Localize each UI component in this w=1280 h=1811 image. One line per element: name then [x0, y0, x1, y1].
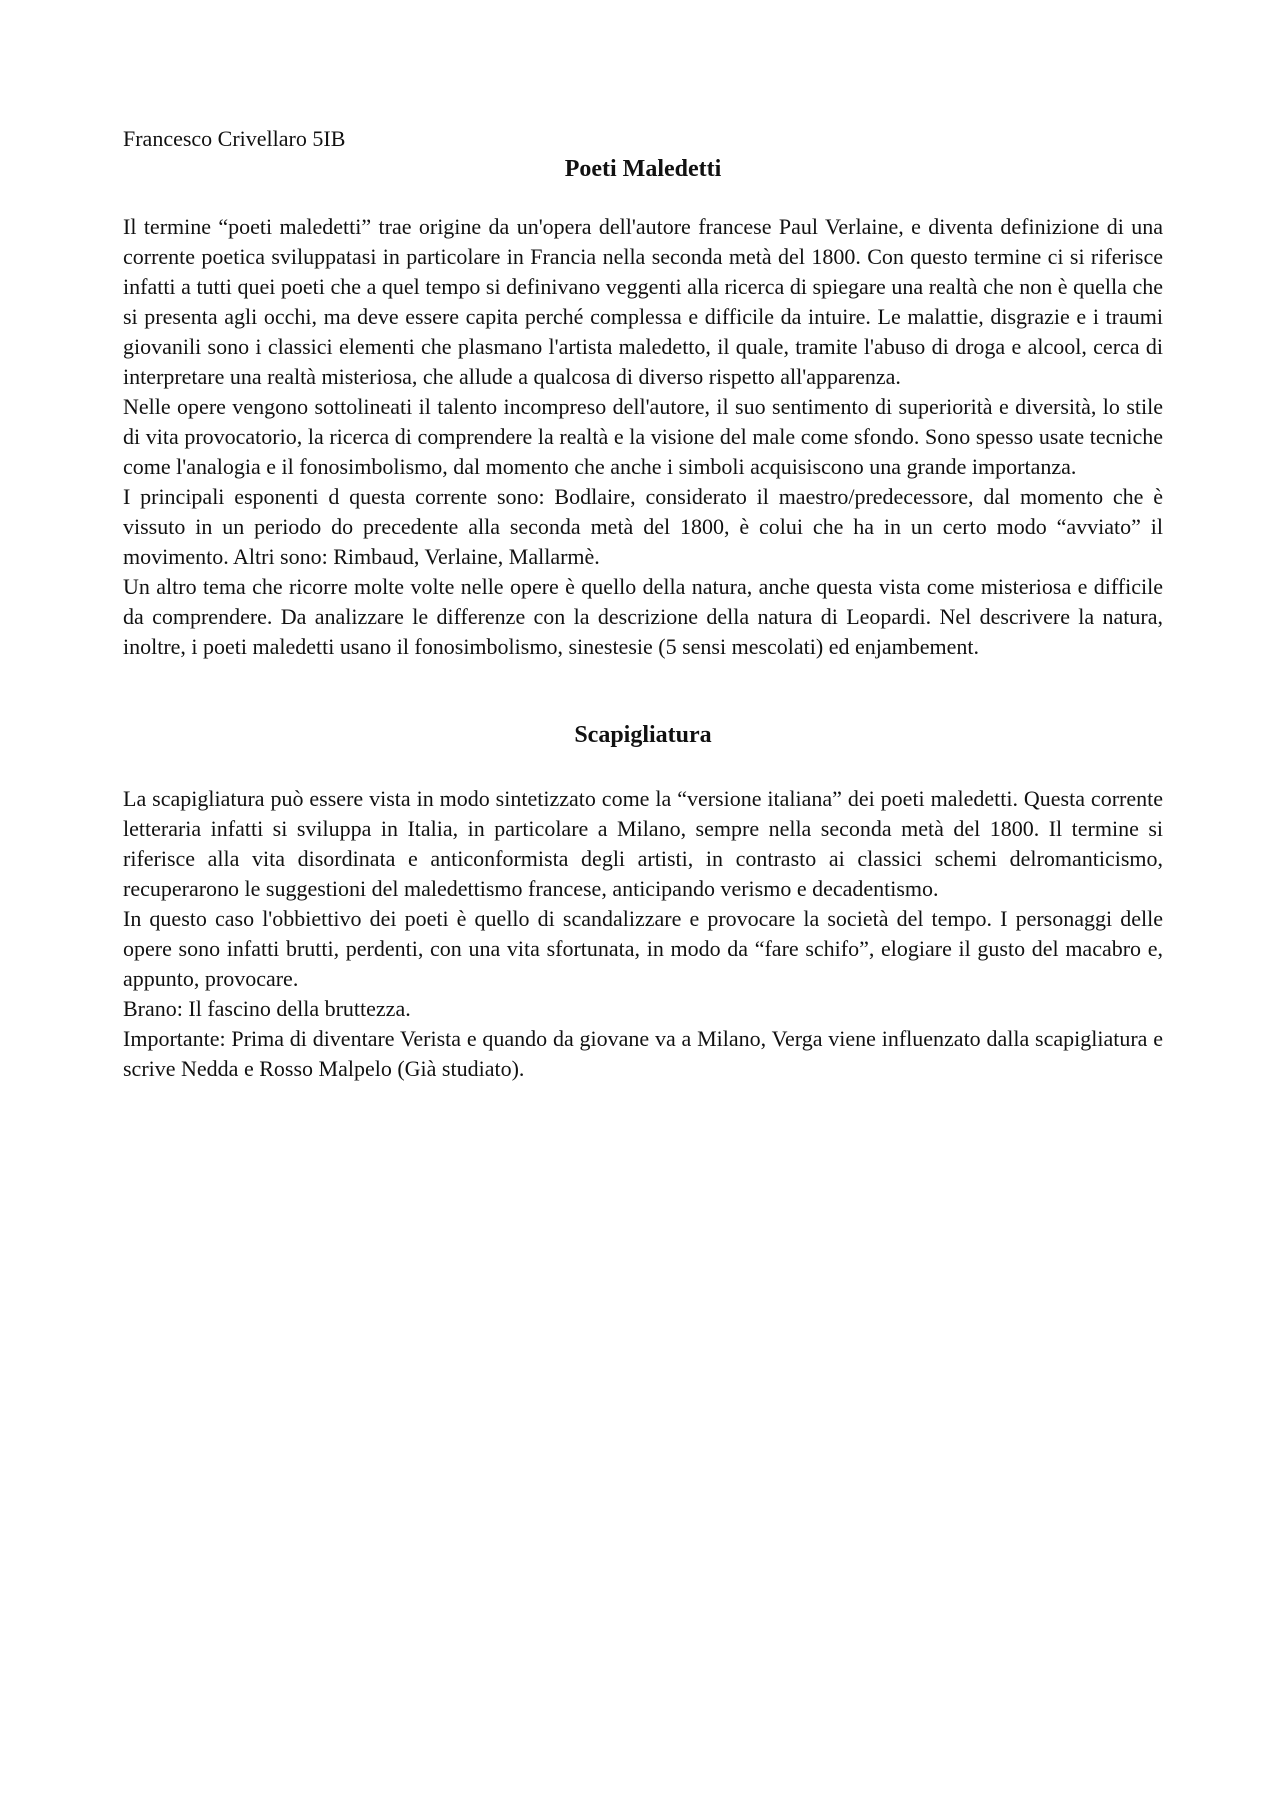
- paragraph: Nelle opere vengono sottolineati il talento incompreso dell'autore, il suo sentimento di superiorità e diversità, lo stile di vita provocatorio, la ricerca di comprendere la realtà e la visione del male come sfondo. Sono spesso usate tecniche come l'analogia e il fonosimbolismo, dal momento che anche i simboli acquisiscono una grande importanza.: [123, 394, 1163, 479]
- paragraph: I principali esponenti d questa corrente sono: Bodlaire, considerato il maestro/predecessore, dal momento che è vissuto in un periodo do precedente alla seconda metà del 1800, è colui che ha in un certo modo “avviato” il movimento. Altri sono: Rimbaud, Verlaine, Mallarmè.: [123, 484, 1163, 569]
- paragraph: Brano: Il fascino della bruttezza.: [123, 996, 411, 1021]
- spacer: [123, 750, 1163, 784]
- paragraph: Un altro tema che ricorre molte volte nelle opere è quello della natura, anche questa vista come misteriosa e difficile da comprendere. Da analizzare le differenze con la descrizione della natura di Leopardi. Nel descrivere la natura, inoltre, i poeti maledetti usano il fonosimbolismo, sinestesie (5 sensi mescolati) ed enjambement.: [123, 574, 1163, 659]
- section-title-poeti-maledetti: Poeti Maledetti: [564, 156, 722, 182]
- author-line: Francesco Crivellaro 5IB: [123, 126, 346, 151]
- section-title-scapigliatura: Scapigliatura: [574, 722, 712, 748]
- paragraph: In questo caso l'obbiettivo dei poeti è quello di scandalizzare e provocare la società del tempo. I personaggi delle opere sono infatti brutti, perdenti, con una vita sfortunata, in modo da “fare schifo”, elogiare il gusto del macabro e, appunto, provocare.: [123, 906, 1163, 991]
- paragraph: Il termine “poeti maledetti” trae origine da un'opera dell'autore francese Paul Verlaine, e diventa definizione di una corrente poetica sviluppatasi in particolare in Francia nella seconda metà del 1800. Con questo termine ci si riferisce infatti a tutti quei poeti che a quel tempo si definivano veggenti alla ricerca di spiegare una realtà che non è quella che si presenta agli occhi, ma deve essere capita perché complessa e difficile da intuire. Le malattie, disgrazie e i traumi giovanili sono i classici elementi che plasmano l'artista maledetto, il quale, tramite l'abuso di droga e alcool, cerca di interpretare una realtà misteriosa, che allude a qualcosa di diverso rispetto all'apparenza.: [123, 214, 1163, 389]
- paragraph: Importante: Prima di diventare Verista e quando da giovane va a Milano, Verga viene influenzato dalla scapigliatura e scrive Nedda e Rosso Malpelo (Già studiato).: [123, 1026, 1163, 1081]
- spacer: [123, 662, 1163, 720]
- paragraph: La scapigliatura può essere vista in modo sintetizzato come la “versione italiana” dei poeti maledetti. Questa corrente letteraria infatti si sviluppa in Italia, in particolare a Milano, sempre nella seconda metà del 1800. Il termine si riferisce alla vita disordinata e anticonformista degli artisti, in contrasto ai classici schemi delromanticismo, recuperarono le suggestioni del maledettismo francese, anticipando verismo e decadentismo.: [123, 786, 1163, 901]
- spacer: [123, 184, 1163, 212]
- document-page: [123, 122, 1163, 1084]
